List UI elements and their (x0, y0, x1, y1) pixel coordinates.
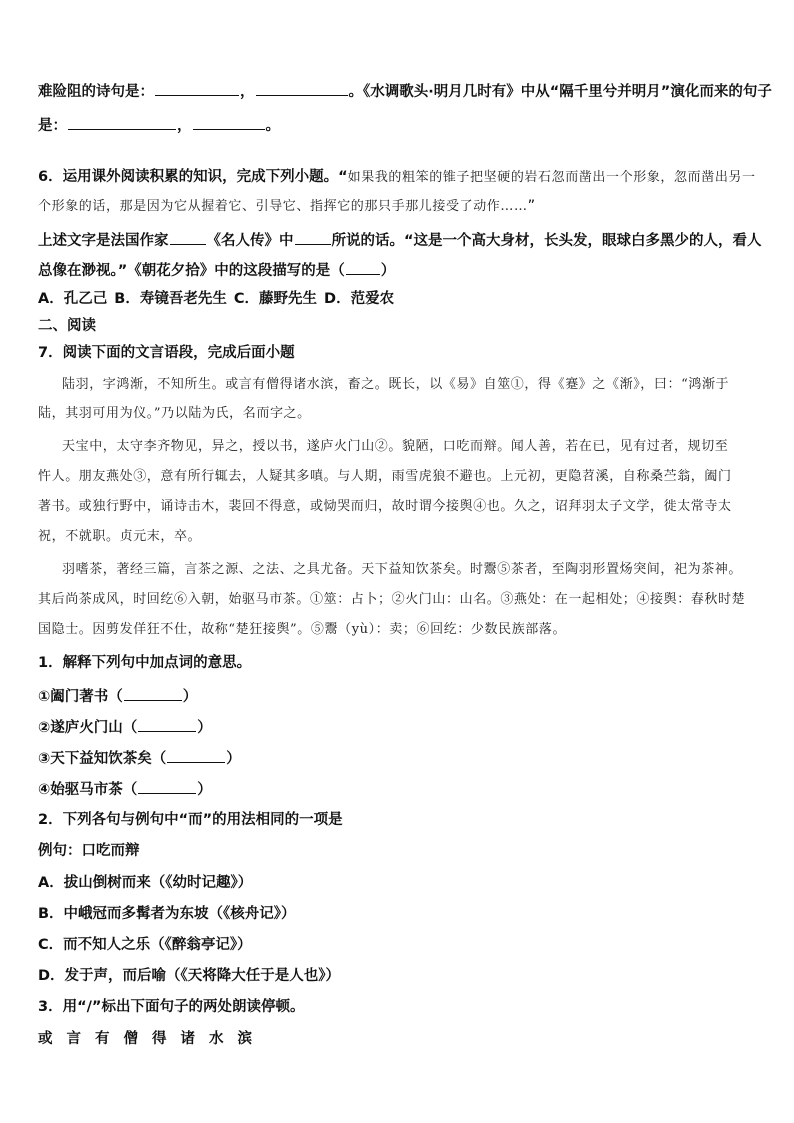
q6-line-1 (38, 167, 756, 188)
answer-blank[interactable] (193, 115, 265, 130)
answer-blank[interactable] (68, 115, 176, 130)
passage-line: 祝，不就职。贞元末，卒。 (38, 529, 202, 544)
sub1-item-text: ） (197, 720, 212, 736)
sub2-option[interactable]: D．发于声，而后喻（《天将降大任于是人也》） (38, 968, 341, 984)
answer-blank[interactable] (170, 230, 206, 245)
q6-line-3 (38, 230, 762, 251)
sub2-stem: 2．下列各句与例句中“而”的用法相同的一项是 (38, 812, 343, 828)
passage-line: 国隐士。因剪发佯狂不仕，故称“楚狂接舆”。⑤鬻（yù）：卖；⑥回纥：少数民族部落。 (38, 622, 567, 637)
q6-options[interactable]: A．孔乙己 B．寿镜吾老先生 C．藤野先生 D．范爱农 (38, 291, 395, 307)
q5-text: 。《水调歌头·明月几时有》中从“隔千里兮并明月”演化而来的句子 (348, 84, 772, 100)
sub1-stem: 1．解释下列句中加点词的意思。 (38, 655, 252, 671)
passage-line: 其后尚茶成风，时回纥⑥入朝，始驱马市茶。①筮：占卜；②火门山：山名。③燕处：在一起相处；④接舆：春秋时楚 (38, 592, 746, 607)
q5-text: 。 (265, 118, 280, 134)
q6-text: ） (380, 263, 396, 279)
passage-line: 陆羽，字鸿渐，不知所生。或言有僧得诸水滨，畜之。既长，以《易》自筮①，得《蹇》之《渐》，曰：“鸿渐于 (62, 377, 730, 392)
sub1-item-text: ③天下益知饮茶矣（ (38, 751, 167, 767)
q5-line-2 (38, 115, 280, 136)
q5-text: 是： (38, 118, 67, 134)
sub2-option[interactable]: B．中峨冠而多髯者为东坡（《核舟记》） (38, 906, 296, 922)
answer-blank[interactable] (295, 230, 331, 245)
passage-line: 羽嗜茶，著经三篇，言茶之源、之法、之具尤备。天下益知饮茶矣。时鬻⑤茶者，至陶羽形置炀突间，祀为茶神。 (62, 562, 743, 577)
q6-text: 上述文字是法国作家 (38, 233, 169, 249)
q6-text: 《名人传》中 (206, 233, 294, 249)
q5-line-1 (38, 81, 772, 102)
answer-blank[interactable] (256, 81, 348, 96)
sub2-option[interactable]: A．拔山倒树而来（《幼时记趣》） (38, 875, 253, 891)
answer-blank[interactable] (346, 260, 380, 275)
answer-blank[interactable] (155, 81, 239, 96)
q5-text: 难险阻的诗句是： (38, 84, 154, 100)
sub1-item-text: ①阖门著书（ (38, 689, 123, 705)
sub1-item (38, 748, 241, 769)
q6-text: ” (527, 198, 536, 214)
answer-blank[interactable] (167, 748, 225, 763)
sub1-item (38, 686, 197, 707)
passage-line: 忤人。朋友燕处③，意有所行辄去，人疑其多嗔。与人期，雨雪虎狼不避也。上元初，更隐苕溪，自称桑苎翁，阖门 (38, 469, 732, 484)
q6-quote: 个形象的话，那是因为它从握着它、引导它、指挥它的那只手那儿接受了动作…… (38, 199, 528, 214)
passage-line: 天宝中，太守李齐物见，异之，授以书，遂庐火门山②。貌陋，口吃而辩。闻人善，若在已，见有过者，规切至 (62, 439, 729, 454)
sub3-stem: 3．用“/”标出下面句子的两处朗读停顿。 (38, 999, 305, 1015)
q6-line-2 (38, 196, 535, 217)
sub1-item (38, 717, 212, 738)
sub1-item-text: ④始驱马市茶（ (38, 782, 138, 798)
sub1-item (38, 779, 212, 800)
sub3-sentence[interactable]: 或言有僧得诸水滨 (38, 1031, 266, 1047)
sub2-example: 例句：口吃而辩 (38, 843, 140, 859)
passage-line: 著书。或独行野中，诵诗击木，裴回不得意，或恸哭而归，故时谓今接舆④也。久之，诏拜羽太子文学，徙太常寺太 (38, 499, 732, 514)
sub2-option[interactable]: C．而不知人之乐（《醉翁亭记》） (38, 937, 252, 953)
sub1-item-text: ） (226, 751, 241, 767)
q6-line-4 (38, 260, 395, 281)
q5-text: ， (177, 118, 192, 134)
section-heading: 二、阅读 (38, 318, 96, 334)
q5-text: ， (240, 84, 255, 100)
sub1-item-text: ②遂庐火门山（ (38, 720, 138, 736)
answer-blank[interactable] (138, 717, 196, 732)
q7-intro: 7．阅读下面的文言语段，完成后面小题 (38, 345, 295, 361)
sub1-item-text: ） (197, 782, 212, 798)
q6-quote: 如果我的粗笨的锥子把坚硬的岩石忽而凿出一个形象，忽而凿出另一 (347, 170, 756, 185)
sub1-item-text: ） (182, 689, 198, 705)
passage-line: 陆，其羽可用为仪。”乃以陆为氏，名而字之。 (38, 406, 311, 421)
q6-text: 所说的话。“这是一个高大身材，长头发，眼球白多黑少的人，看人 (331, 233, 762, 249)
answer-blank[interactable] (124, 686, 182, 701)
answer-blank[interactable] (138, 779, 196, 794)
q6-text: 总像在渺视。”《朝花夕拾》中的这段描写的是（ (38, 263, 345, 279)
q6-text: 6．运用课外阅读积累的知识，完成下列小题。“ (38, 169, 348, 185)
